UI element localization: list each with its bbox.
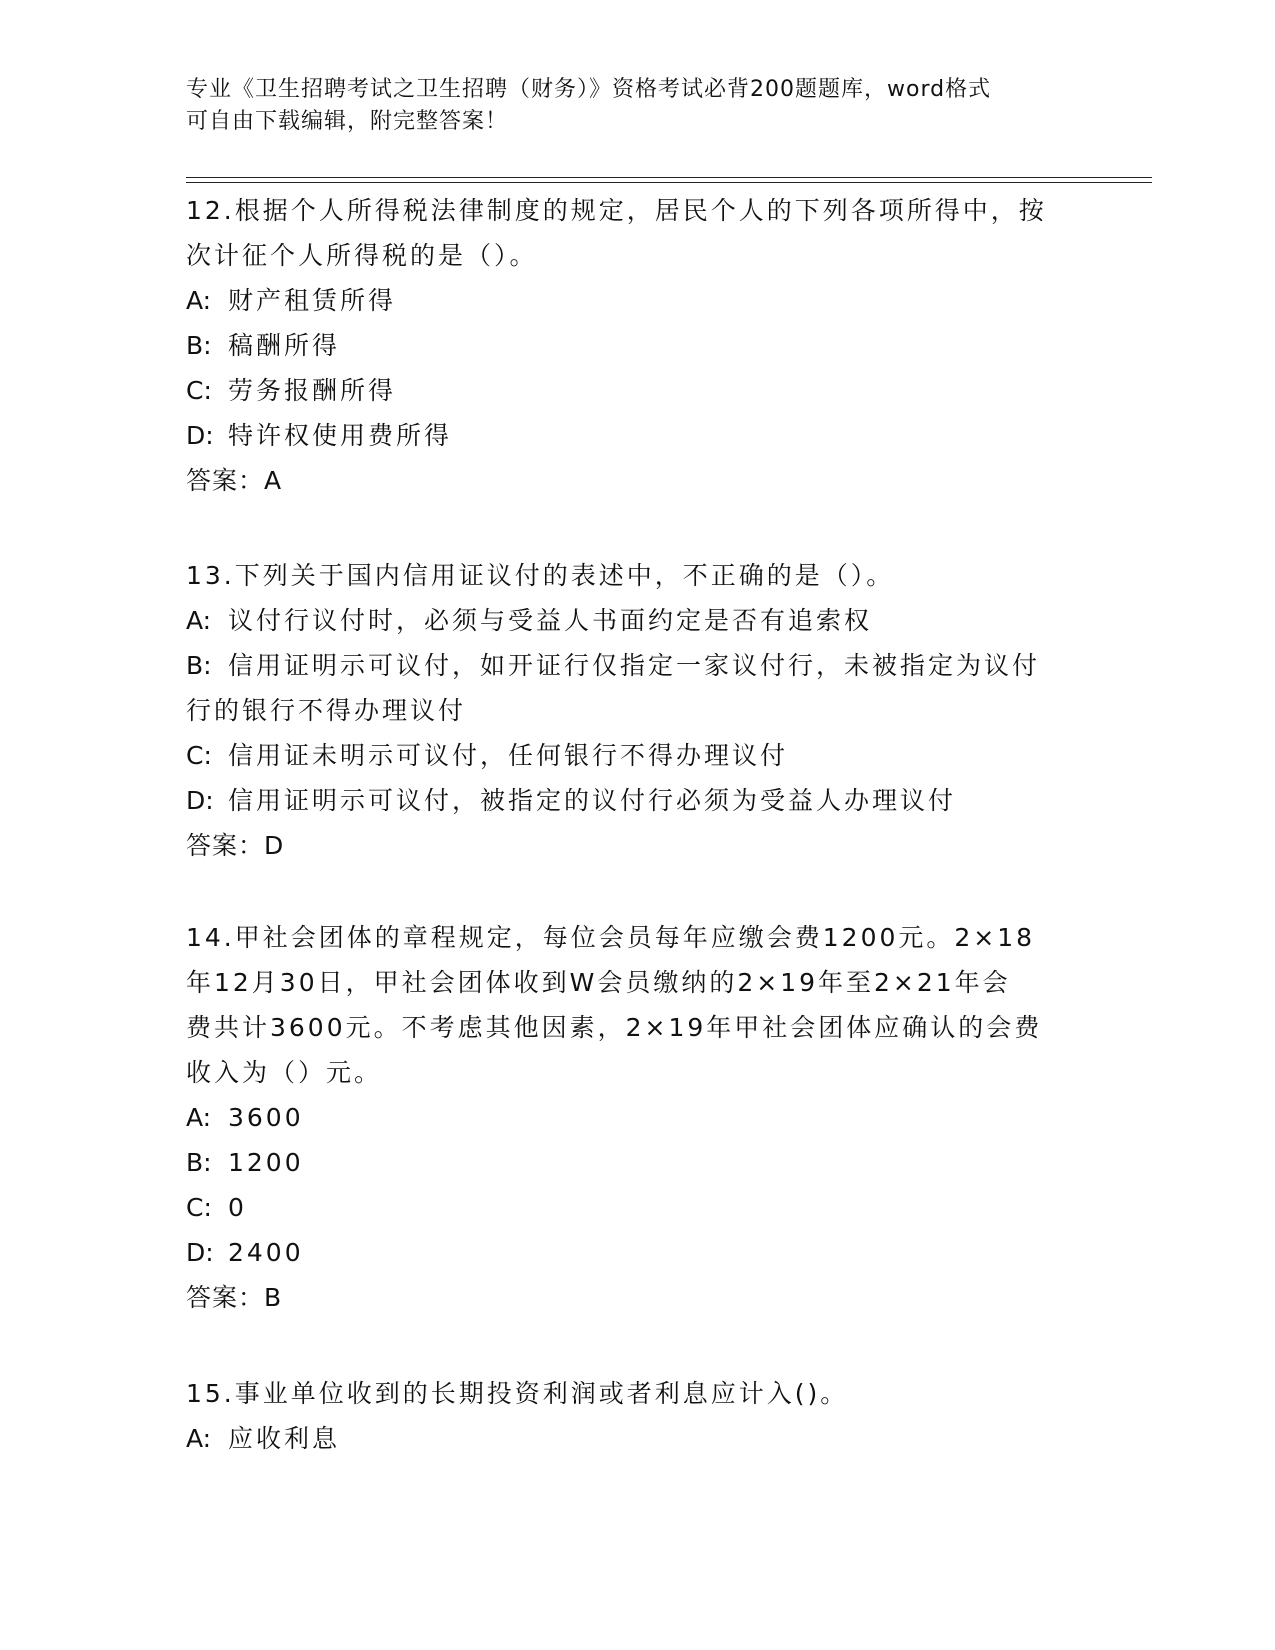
answer-line: 答案：A [186,466,283,495]
option-key: B: [186,331,212,360]
question-stem: 14.甲社会团体的章程规定，每位会员每年应缴会费1200元。2×18 [186,923,1036,952]
question-stem: 次计征个人所得税的是（）。 [186,241,538,270]
option-key: A: [186,1424,212,1453]
option-a [186,278,1086,323]
option-key: D: [186,421,214,450]
option-c [186,368,1086,413]
option-text: 财产租赁所得 [228,286,397,315]
header-divider [186,182,1152,183]
option-text: 信用证未明示可议付，任何银行不得办理议付 [228,741,789,770]
question-13 [186,553,1086,868]
answer-line: 答案：D [186,831,285,860]
question-15 [186,1371,1086,1461]
document-header [186,74,1066,138]
option-text: 稿酬所得 [228,331,341,360]
option-a [186,1095,1086,1140]
question-12 [186,188,1086,503]
question-stem: 12.根据个人所得税法律制度的规定，居民个人的下列各项所得中，按 [186,196,1047,225]
question-stem: 年12月30日，甲社会团体收到W会员缴纳的2×19年至2×21年会 [186,968,1011,997]
question-stem: 收入为（）元。 [186,1058,383,1087]
option-c [186,733,1086,778]
option-text: 信用证明示可议付，如开证行仅指定一家议付行，未被指定为议付 [228,651,1041,680]
option-a [186,1416,1086,1461]
header-line: 专业《卫生招聘考试之卫生招聘（财务）》资格考试必背200题题库，word格式 [186,77,992,102]
question-stem: 13.下列关于国内信用证议付的表述中，不正确的是（）。 [186,561,895,590]
option-a [186,598,1086,643]
option-key: D: [186,1238,214,1267]
header-line: 可自由下载编辑，附完整答案！ [186,109,509,134]
option-key: B: [186,1148,212,1177]
option-d [186,413,1086,458]
question-stem: 15.事业单位收到的长期投资利润或者利息应计入()。 [186,1379,849,1408]
option-text: 特许权使用费所得 [228,421,453,450]
question-14 [186,915,1086,1320]
option-b-continuation: 行的银行不得办理议付 [186,696,467,725]
option-text: 3600 [228,1103,304,1132]
question-stem: 费共计3600元。不考虑其他因素，2×19年甲社会团体应确认的会费 [186,1013,1043,1042]
option-key: A: [186,606,212,635]
option-text: 应收利息 [228,1424,341,1453]
option-b [186,323,1086,368]
option-key: C: [186,376,212,405]
header-divider [186,177,1152,178]
option-d [186,1230,1086,1275]
option-b [186,643,1086,688]
option-key: C: [186,1193,212,1222]
option-text: 2400 [228,1238,304,1267]
option-text: 劳务报酬所得 [228,376,397,405]
option-text: 0 [228,1193,247,1222]
option-d [186,778,1086,823]
option-b [186,1140,1086,1185]
option-text: 1200 [228,1148,304,1177]
option-key: C: [186,741,212,770]
option-key: A: [186,286,212,315]
option-key: D: [186,786,214,815]
answer-line: 答案：B [186,1283,283,1312]
option-text: 信用证明示可议付，被指定的议付行必须为受益人办理议付 [228,786,957,815]
option-key: B: [186,651,212,680]
option-c [186,1185,1086,1230]
option-key: A: [186,1103,212,1132]
option-text: 议付行议付时，必须与受益人书面约定是否有追索权 [228,606,873,635]
